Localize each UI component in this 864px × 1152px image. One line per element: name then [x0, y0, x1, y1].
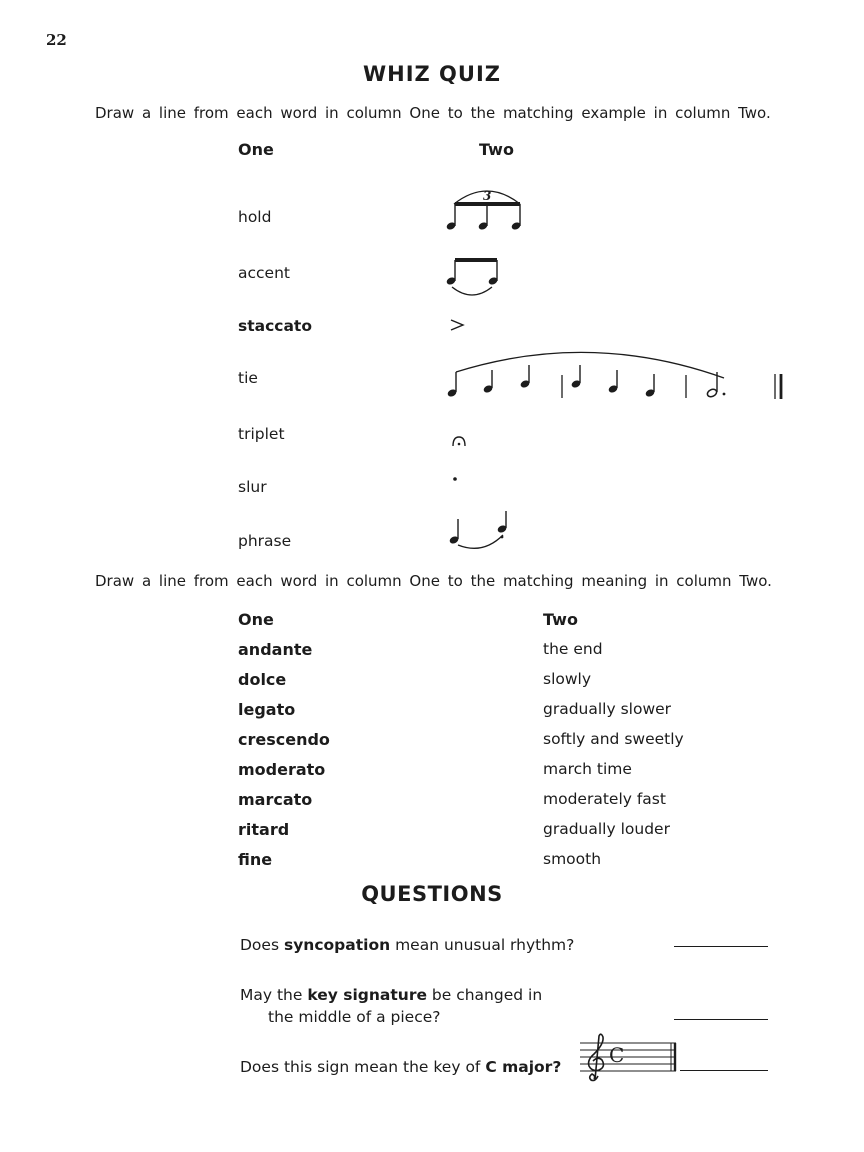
triplet-example-icon — [446, 189, 522, 231]
question-c-major: Does this sign mean the key of C major? — [240, 1058, 562, 1076]
term-ritard: ritard — [238, 820, 290, 839]
term-legato: legato — [238, 700, 296, 719]
meaning-gradually-louder: gradually louder — [543, 820, 670, 838]
word-slur: slur — [238, 478, 267, 496]
section2-col-two-header: Two — [543, 610, 578, 629]
question-key-signature-line2: the middle of a piece? — [268, 1008, 441, 1026]
tie-example-icon — [449, 511, 508, 548]
word-hold: hold — [238, 208, 272, 226]
common-time-symbol: C — [609, 1043, 625, 1067]
fermata-icon — [453, 437, 465, 446]
triplet-number: 3 — [483, 189, 492, 203]
page-title: WHIZ QUIZ — [362, 62, 502, 86]
term-marcato: marcato — [238, 790, 313, 809]
term-moderato: moderato — [238, 760, 326, 779]
word-triplet: triplet — [238, 425, 285, 443]
section1-col-two-header: Two — [479, 140, 514, 159]
accent-mark-icon — [451, 320, 463, 330]
section2-col-one-header: One — [238, 610, 274, 629]
section1-col-one-header: One — [238, 140, 274, 159]
word-staccato: staccato — [238, 317, 312, 335]
page-number: 22 — [46, 31, 67, 49]
word-accent: accent — [238, 264, 290, 282]
term-fine: fine — [238, 850, 273, 869]
slurred-eighths-example-icon — [446, 260, 499, 295]
term-andante: andante — [238, 640, 313, 659]
answer-line-2[interactable] — [674, 1019, 768, 1020]
question-syncopation: Does syncopation mean unusual rhythm? — [240, 936, 575, 954]
section2-instruction: Draw a line from each word in column One to the matching meaning in column Two. — [95, 572, 772, 590]
staccato-dot-icon — [453, 477, 457, 481]
meaning-smooth: smooth — [543, 850, 602, 868]
treble-staff-c-icon — [578, 1032, 682, 1086]
meaning-slowly: slowly — [543, 670, 592, 688]
meaning-the-end: the end — [543, 640, 603, 658]
word-phrase: phrase — [238, 532, 292, 550]
meaning-softly-and-sweetly: softly and sweetly — [543, 730, 684, 748]
answer-line-3[interactable] — [680, 1070, 768, 1071]
term-crescendo: crescendo — [238, 730, 330, 749]
section1-instruction: Draw a line from each word in column One to the matching example in column Two. — [95, 104, 771, 122]
questions-title: QUESTIONS — [361, 882, 503, 906]
question-key-signature: May the key signature be changed in — [240, 986, 543, 1004]
meaning-gradually-slower: gradually slower — [543, 700, 672, 718]
meaning-moderately-fast: moderately fast — [543, 790, 666, 808]
answer-line-1[interactable] — [674, 946, 768, 947]
meaning-march-time: march time — [543, 760, 632, 778]
term-dolce: dolce — [238, 670, 287, 689]
phrase-example-icon — [447, 352, 781, 399]
word-tie: tie — [238, 369, 258, 387]
